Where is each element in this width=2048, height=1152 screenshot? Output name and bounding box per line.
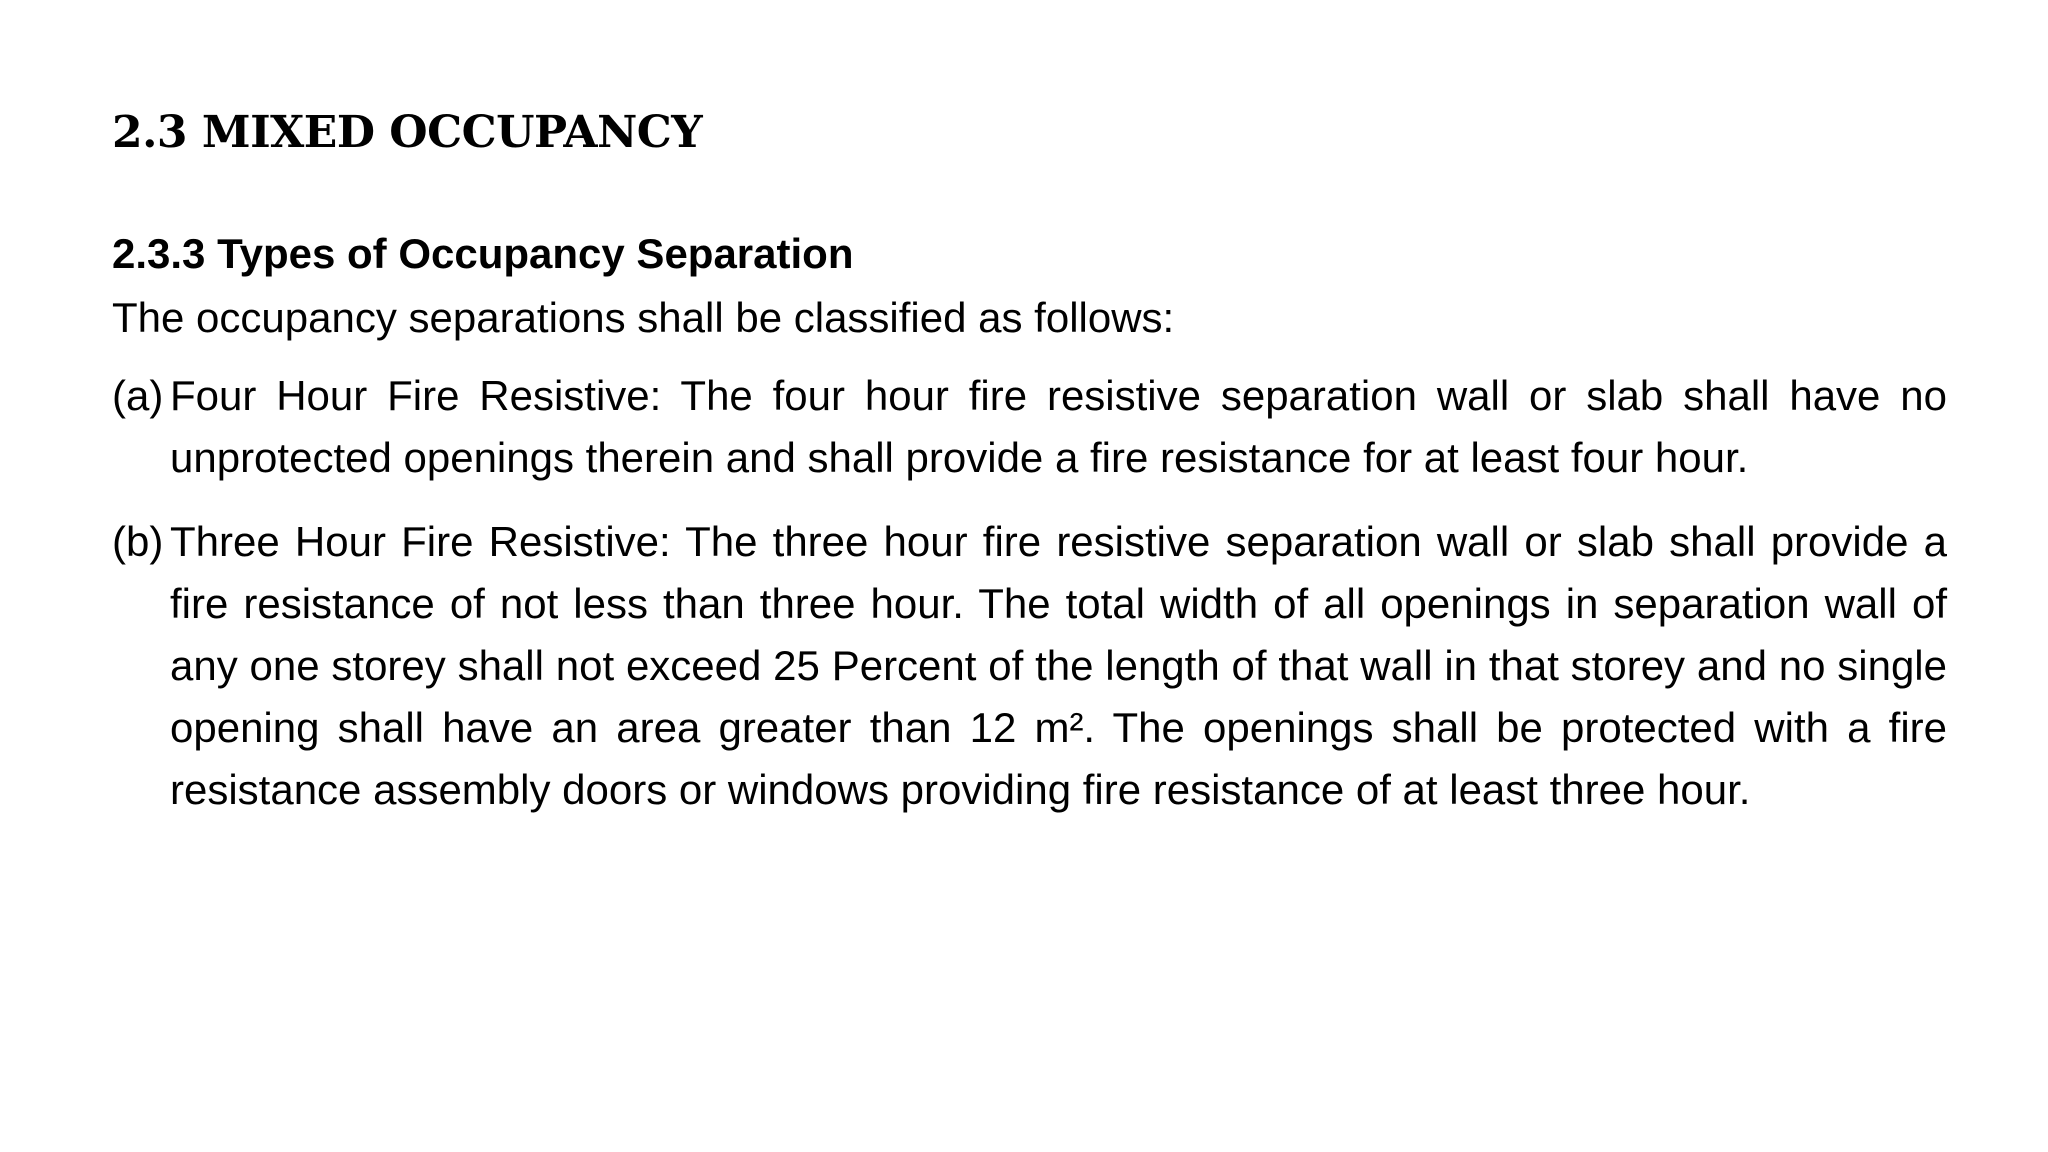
clause-b-marker: (b) bbox=[112, 518, 164, 565]
subsection-heading: 2.3.3 Types of Occupancy Separation bbox=[112, 230, 854, 277]
clause-a-marker: (a) bbox=[112, 372, 164, 419]
clause-a-text: Four Hour Fire Resistive: The four hour fire resistive separation wall or slab shall have no unprotected openings therein and shall provide a fire resistance for at least four hour. bbox=[170, 372, 1947, 481]
section-heading: 2.3 MIXED OCCUPANCY bbox=[112, 107, 703, 158]
clause-b bbox=[112, 511, 1947, 821]
intro-paragraph: The occupancy separations shall be classified as follows: bbox=[112, 294, 1175, 341]
slide-content bbox=[112, 225, 1947, 843]
clause-a bbox=[112, 365, 1947, 489]
clause-b-text: Three Hour Fire Resistive: The three hour fire resistive separation wall or slab shall provide a fire resistance of not less than three hour. The total width of all openings in separation wall of any one storey shall not exceed 25 Percent of the length of that wall in that storey and no single opening shall have an area greater than 12 m². The openings shall be protected with a fire resistance assembly doors or windows providing fire resistance of at least three hour. bbox=[170, 518, 1947, 813]
